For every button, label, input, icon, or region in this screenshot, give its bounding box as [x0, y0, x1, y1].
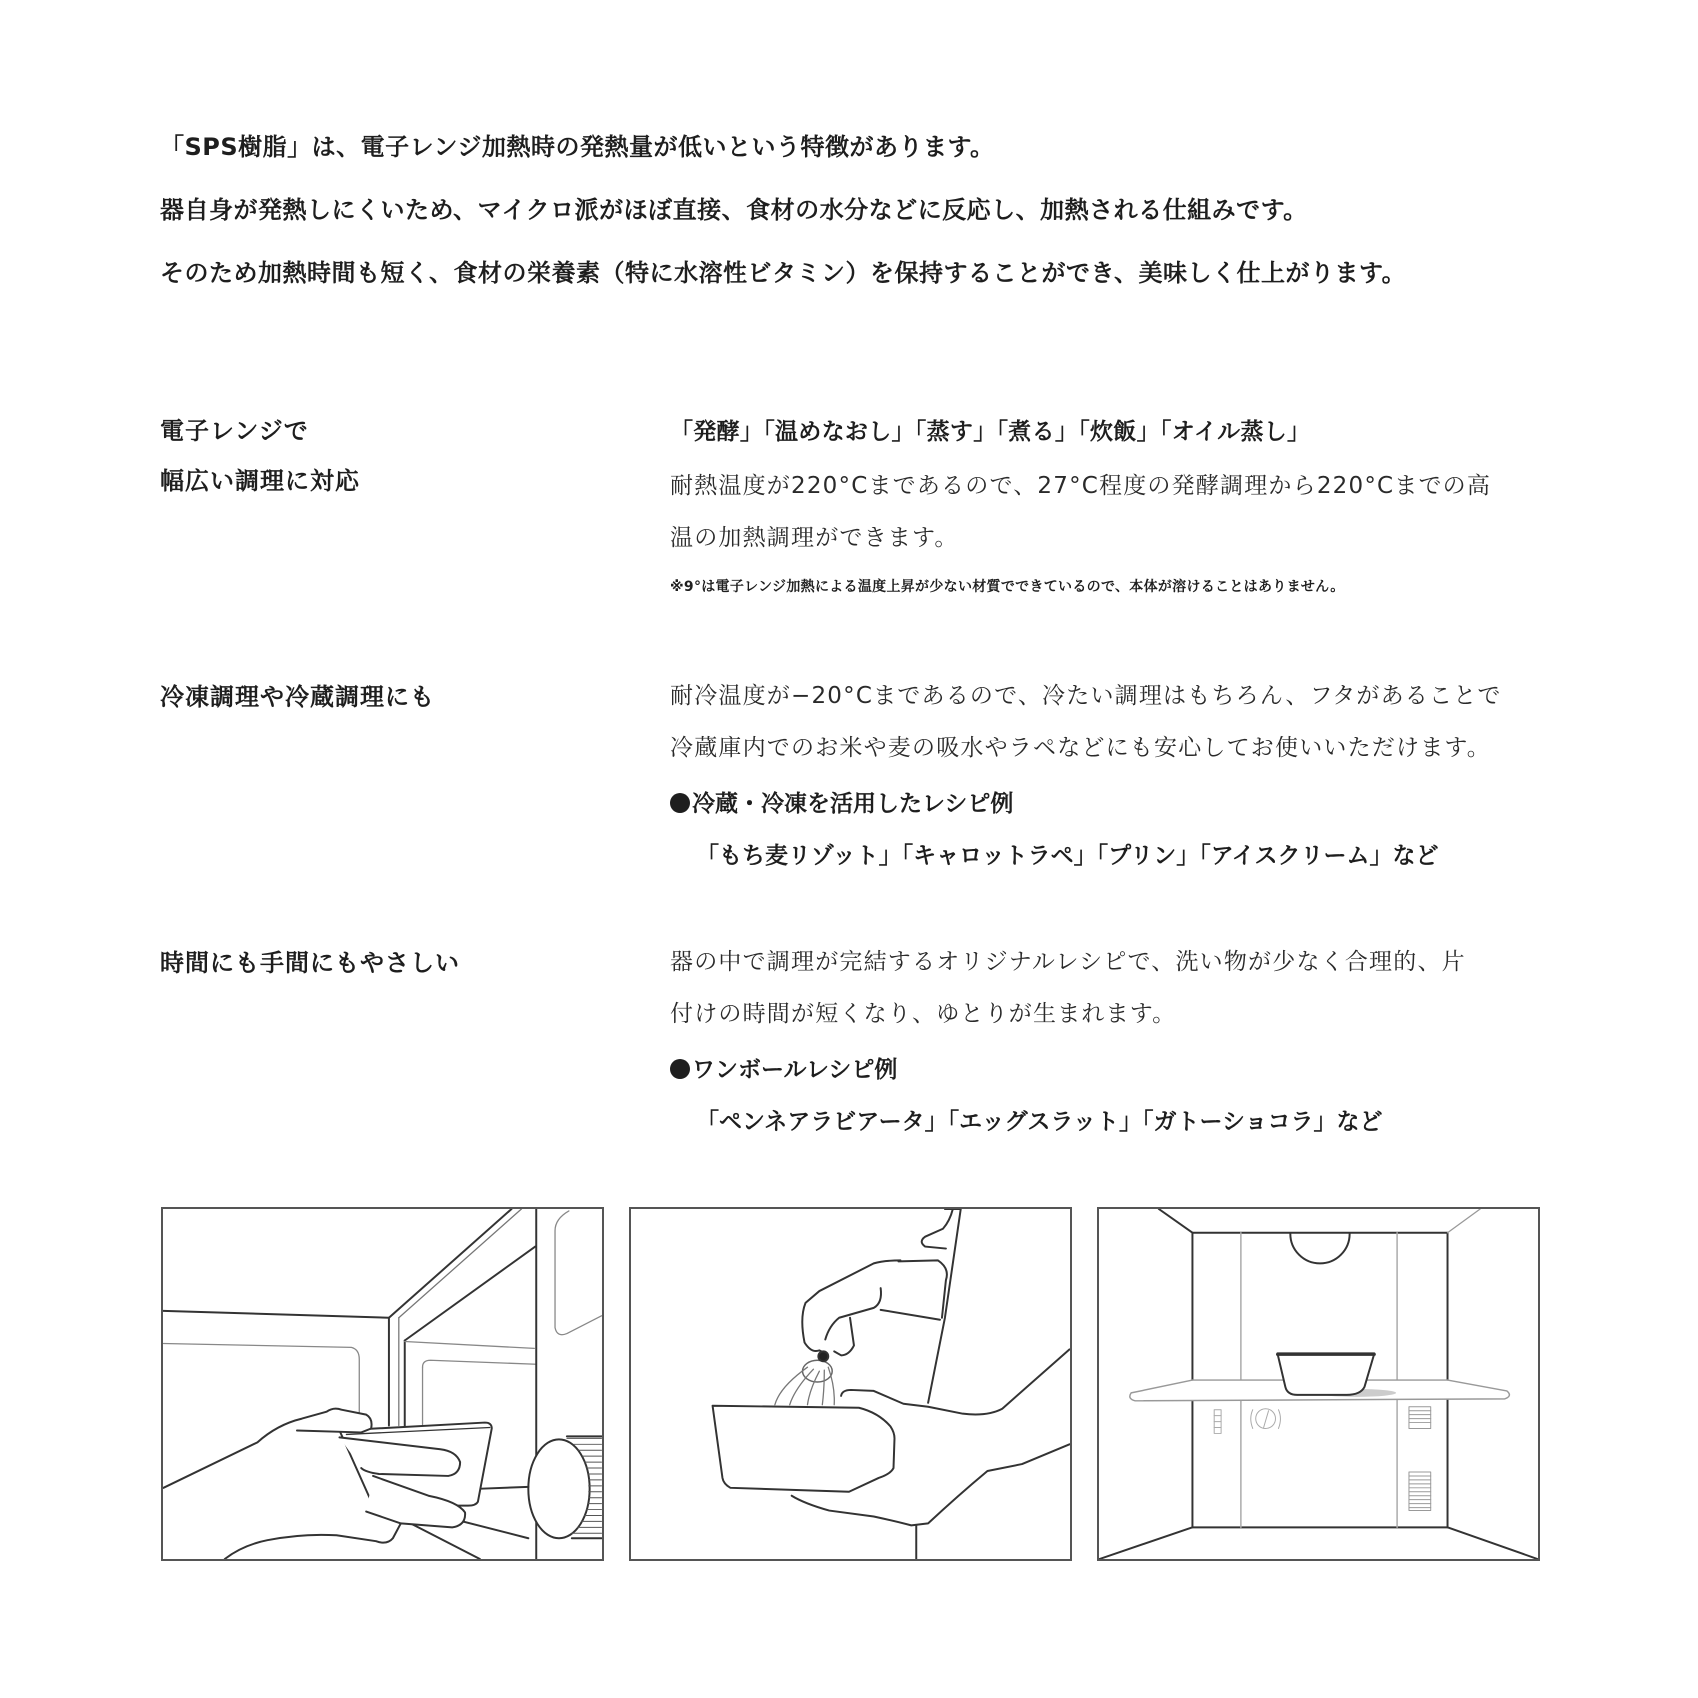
body-line: 器の中で調理が完結するオリジナルレシピで、洗い物が少なく合理的、片 — [670, 949, 1466, 975]
body-line: 耐熱温度が220°Cまであるので、27°C程度の発酵調理から220°Cまでの高 — [670, 473, 1492, 499]
illustration-refrigerator — [1097, 1207, 1540, 1561]
body-line: 耐冷温度が−20°Cまであるので、冷たい調理はもちろん、フタがあることで — [670, 683, 1502, 709]
recipe-example-title: 冷蔵・冷凍を活用したレシピ例 — [692, 791, 1014, 817]
recipe-example-heading — [670, 778, 1590, 830]
illustration-microwave — [161, 1207, 604, 1561]
body-line: 温の加熱調理ができます。 — [670, 525, 959, 551]
recipe-example-heading — [670, 1044, 1590, 1096]
intro-line-2: 器自身が発熱しにくいため、マイクロ派がほぼ直接、食材の水分などに反応し、加熱される仕組みです。 — [160, 196, 1308, 224]
section-title-line: 幅広い調理に対応 — [160, 467, 360, 495]
cooking-modes: 「発酵」「温めなおし」「蒸す」「煮る」「炊飯」「オイル蒸し」 — [670, 419, 1311, 445]
intro-text — [160, 124, 1580, 305]
microwave-drawing — [163, 1209, 602, 1559]
section-title-line: 時間にも手間にもやさしい — [160, 949, 460, 977]
section-title — [160, 672, 620, 722]
section-title-line: 冷凍調理や冷蔵調理にも — [160, 683, 435, 711]
bullet-icon — [670, 793, 690, 813]
recipe-example-title: ワンボールレシピ例 — [692, 1057, 898, 1083]
section-body — [670, 410, 1590, 602]
intro-line-3: そのため加熱時間も短く、食材の栄養素（特に水溶性ビタミン）を保持することができ、美味しく仕上がります。 — [160, 259, 1407, 287]
section-body — [670, 670, 1590, 882]
body-line: 付けの時間が短くなり、ゆとりが生まれます。 — [670, 1001, 1177, 1027]
recipe-list: 「ペンネアラビアータ」「エッグスラット」「ガトーショコラ」など — [696, 1109, 1383, 1135]
recipe-list: 「もち麦リゾット」「キャロットラペ」「プリン」「アイスクリーム」など — [696, 843, 1439, 869]
footnote: ※9°は電子レンジ加熱による温度上昇が少ない材質でできているので、本体が溶けることはありません。 — [670, 579, 1345, 595]
section-body — [670, 936, 1590, 1148]
whisk-drawing — [631, 1209, 1070, 1559]
body-line: 冷蔵庫内でのお米や麦の吸水やラペなどにも安心してお使いいただけます。 — [670, 735, 1491, 761]
section-title-line: 電子レンジで — [160, 417, 309, 445]
bullet-icon — [670, 1059, 690, 1079]
section-title — [160, 938, 620, 988]
fridge-drawing — [1099, 1209, 1538, 1559]
section-title — [160, 406, 620, 506]
illustration-whisking — [629, 1207, 1072, 1561]
intro-line-1: 「SPS樹脂」は、電子レンジ加熱時の発熱量が低いという特徴があります。 — [160, 133, 995, 161]
